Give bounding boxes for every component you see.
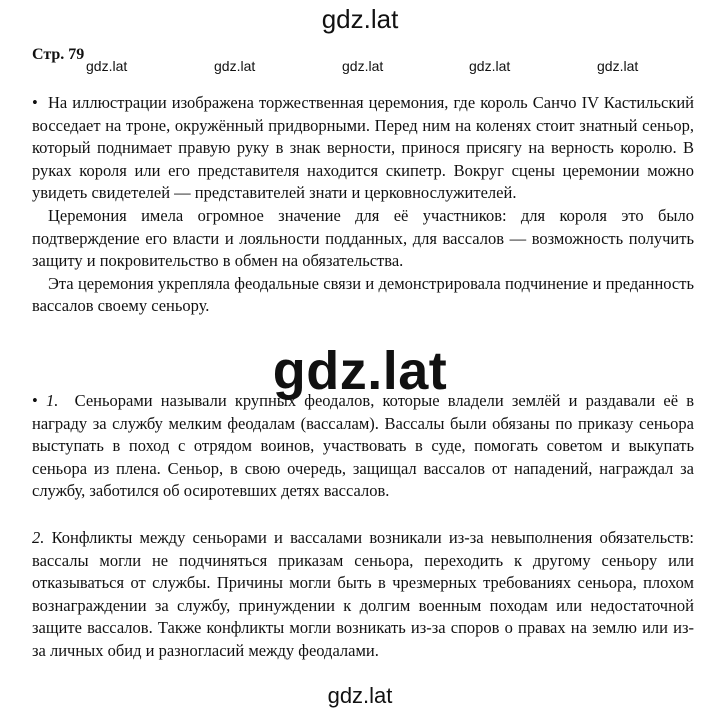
page-number-label: Стр. 79 bbox=[32, 46, 85, 63]
watermark-row-4: gdz.lat bbox=[469, 58, 511, 74]
bullet-marker: • bbox=[32, 391, 38, 410]
watermark-bottom: gdz.lat bbox=[327, 683, 393, 708]
answer-1-section bbox=[32, 390, 694, 503]
paragraph-1 bbox=[32, 92, 694, 205]
paragraph-3: Эта церемония укрепляла феодальные связи и демонстрировала подчинение и преданность вассалов своему сеньору. bbox=[32, 273, 694, 316]
answer-1-number: 1. bbox=[45, 391, 59, 410]
watermark-top: gdz.lat bbox=[321, 4, 399, 34]
answer-2-number: 2. bbox=[32, 528, 45, 547]
answer-2-section bbox=[32, 527, 694, 663]
paragraph-1-text: На иллюстрации изображена торжественная церемония, где король Санчо IV Кастильский восседает на троне, окружённый придворными. Перед ним на коленях стоит знатный сеньор, который поднимает правую руку в знак верности, принося присягу на верность королю. В руках короля или его представителя находится скипетр. Вокруг сцены церемонии можно увидеть свидетелей — представителей знати и церковнослужителей. bbox=[32, 93, 695, 203]
watermark-row-5: gdz.lat bbox=[597, 58, 639, 74]
watermark-row-1: gdz.lat bbox=[86, 58, 128, 74]
watermark-center: gdz.lat bbox=[272, 341, 448, 401]
paragraph-2: Церемония имела огромное значение для её участников: для короля это было подтверждение его власти и лояльности подданных, для вассалов — возможность получить защиту и покровительство в обмен на обязательства. bbox=[32, 205, 694, 271]
bullet-marker: • bbox=[32, 93, 38, 112]
watermark-row-2: gdz.lat bbox=[214, 58, 256, 74]
answer-2-text: Конфликты между сеньорами и вассалами возникали из-за невыполнения обязательств: вассалы могли не подчиняться приказам сеньора, переходить к другому сеньору или отказываться от службы. Причины могли быть в чрезмерных требованиях сеньора, плохом вознаграждении за службу, принуждении к долгим военным походам или недостаточной защите вассалов. Также конфликты могли возникать из-за споров о правах на землю или из-за личных обид и разногласий между феодалами. bbox=[32, 528, 695, 660]
watermark-row-3: gdz.lat bbox=[342, 58, 384, 74]
answer-1-text: Сеньорами называли крупных феодалов, которые владели землёй и раздавали её в награду за службу мелким феодалам (вассалам). Вассалы были обязаны по приказу сеньора выступать в поход с отрядом воинов, участвовать в суде, помогать советом и выкупать сеньора из плена. Сеньор, в свою очередь, защищал вассалов от нападений, награждал за службу, заботился об осиротевших детях вассалов. bbox=[32, 391, 695, 501]
answer-1-paragraph bbox=[32, 390, 694, 503]
illustration-description-section bbox=[32, 92, 694, 318]
answer-2-paragraph bbox=[32, 527, 694, 663]
